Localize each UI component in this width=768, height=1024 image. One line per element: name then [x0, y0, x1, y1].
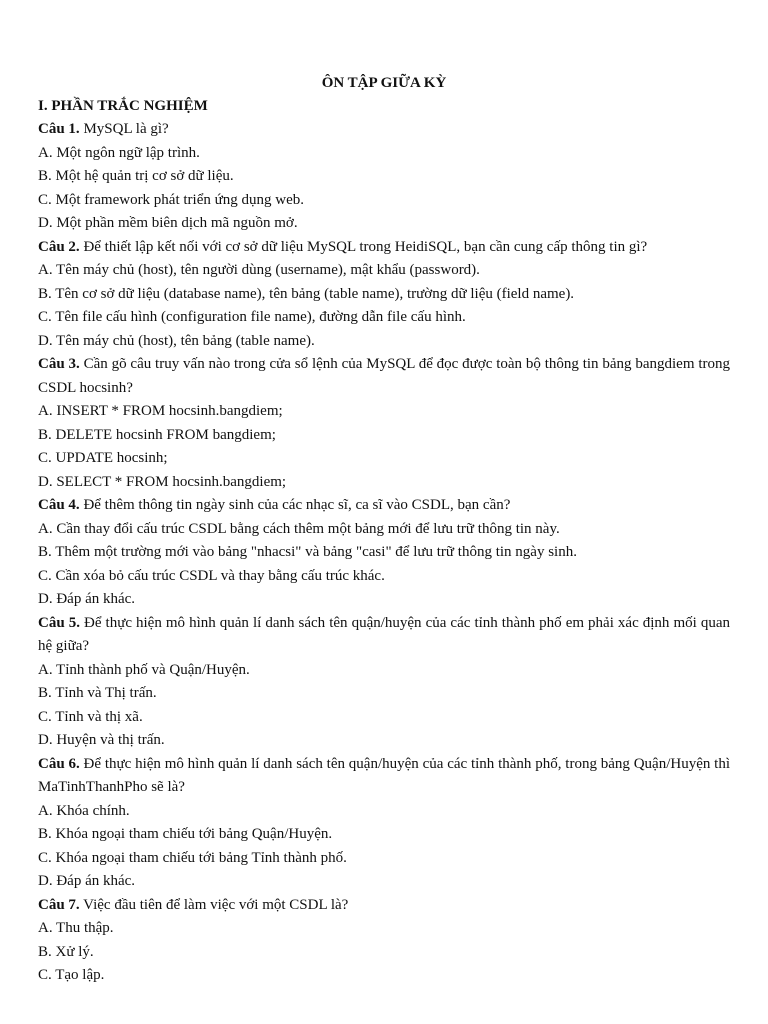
answer-option: C. Tên file cấu hình (configuration file name), đường dẫn file cấu hình. [38, 309, 466, 325]
answer-option: B. Tỉnh và Thị trấn. [38, 685, 157, 701]
question-list [38, 118, 730, 988]
answer-option: A. Khóa chính. [38, 802, 130, 819]
answer-option: D. Huyện và thị trấn. [38, 732, 165, 748]
answer-option: A. Cần thay đổi cấu trúc CSDL bằng cách thêm một bảng mới để lưu trữ thông tin này. [38, 520, 560, 537]
answer-option: A. INSERT * FROM hocsinh.bangdiem; [38, 403, 283, 419]
question-label: Câu 3. [38, 356, 80, 372]
answer-option: A. Tỉnh thành phố và Quận/Huyện. [38, 661, 250, 678]
answer-option: D. Đáp án khác. [38, 591, 136, 607]
document-title: ÔN TẬP GIỮA KỲ [321, 75, 447, 91]
answer-option: B. Khóa ngoại tham chiếu tới bảng Quận/Huyện. [38, 826, 333, 842]
question-text [38, 118, 730, 142]
question-7 [38, 894, 730, 988]
question-text [38, 612, 730, 659]
answer-option: B. Một hệ quản trị cơ sở dữ liệu. [38, 168, 234, 184]
answer-option: C. Tỉnh và thị xã. [38, 708, 143, 725]
question-2 [38, 236, 730, 354]
question-4 [38, 494, 730, 612]
answer-option: A. Tên máy chủ (host), tên người dùng (username), mật khẩu (password). [38, 262, 480, 278]
question-label: Câu 7. [38, 896, 80, 913]
answer-option: C. Tạo lập. [38, 967, 105, 983]
answer-option: D. SELECT * FROM hocsinh.bangdiem; [38, 473, 287, 490]
question-body: Để thiết lập kết nối với cơ sở dữ liệu MySQL trong HeidiSQL, bạn cần cung cấp thông tin gì? [79, 238, 648, 255]
question-label: Câu 1. [38, 121, 80, 137]
question-text [38, 494, 730, 518]
question-label: Câu 6. [38, 755, 80, 772]
answer-option: D. Một phần mềm biên dịch mã nguồn mở. [38, 215, 298, 231]
question-body: Việc đầu tiên để làm việc với một CSDL là? [79, 896, 349, 913]
question-body: Cần gõ câu truy vấn nào trong cửa sổ lệnh của MySQL để đọc được toàn bộ thông tin bảng bangdiem trong CSDL hocsinh? [38, 356, 730, 396]
answer-option: B. Xử lý. [38, 943, 94, 960]
question-label: Câu 5. [38, 614, 80, 631]
question-5 [38, 612, 730, 753]
answer-option: A. Thu thập. [38, 920, 114, 936]
document-page [38, 72, 730, 988]
answer-option: C. Cần xóa bỏ cấu trúc CSDL và thay bằng cấu trúc khác. [38, 567, 385, 584]
answer-option: B. DELETE hocsinh FROM bangdiem; [38, 426, 276, 443]
section-heading: I. PHẦN TRẮC NGHIỆM [38, 98, 208, 114]
question-1 [38, 118, 730, 236]
question-body: Để thực hiện mô hình quản lí danh sách tên quận/huyện của các tỉnh thành phố em phải xác định mối quan hệ giữa? [38, 614, 730, 654]
answer-option: C. Một framework phát triển ứng dụng web. [38, 191, 304, 208]
answer-option: C. UPDATE hocsinh; [38, 450, 168, 466]
question-label: Câu 4. [38, 497, 80, 513]
answer-option: B. Thêm một trường mới vào bảng "nhacsi" và bảng "casi" để lưu trữ thông tin ngày sinh. [38, 544, 577, 560]
answer-option: B. Tên cơ sở dữ liệu (database name), tên bảng (table name), trường dữ liệu (field name). [38, 285, 575, 302]
question-text [38, 753, 730, 800]
answer-option: C. Khóa ngoại tham chiếu tới bảng Tỉnh thành phố. [38, 849, 347, 866]
question-body: Để thực hiện mô hình quản lí danh sách tên quận/huyện của các tỉnh thành phố, trong bảng Quận/Huyện thì MaTinhThanhPho sẽ là? [38, 755, 730, 795]
question-6 [38, 753, 730, 894]
answer-option: D. Tên máy chủ (host), tên bảng (table name). [38, 332, 315, 349]
question-text [38, 353, 730, 400]
question-body: MySQL là gì? [79, 121, 169, 137]
question-label: Câu 2. [38, 238, 80, 255]
question-body: Để thêm thông tin ngày sinh của các nhạc sĩ, ca sĩ vào CSDL, bạn cần? [79, 497, 511, 513]
question-text [38, 236, 730, 260]
question-3 [38, 353, 730, 494]
answer-option: D. Đáp án khác. [38, 873, 136, 889]
question-text [38, 894, 730, 918]
answer-option: A. Một ngôn ngữ lập trình. [38, 144, 200, 161]
